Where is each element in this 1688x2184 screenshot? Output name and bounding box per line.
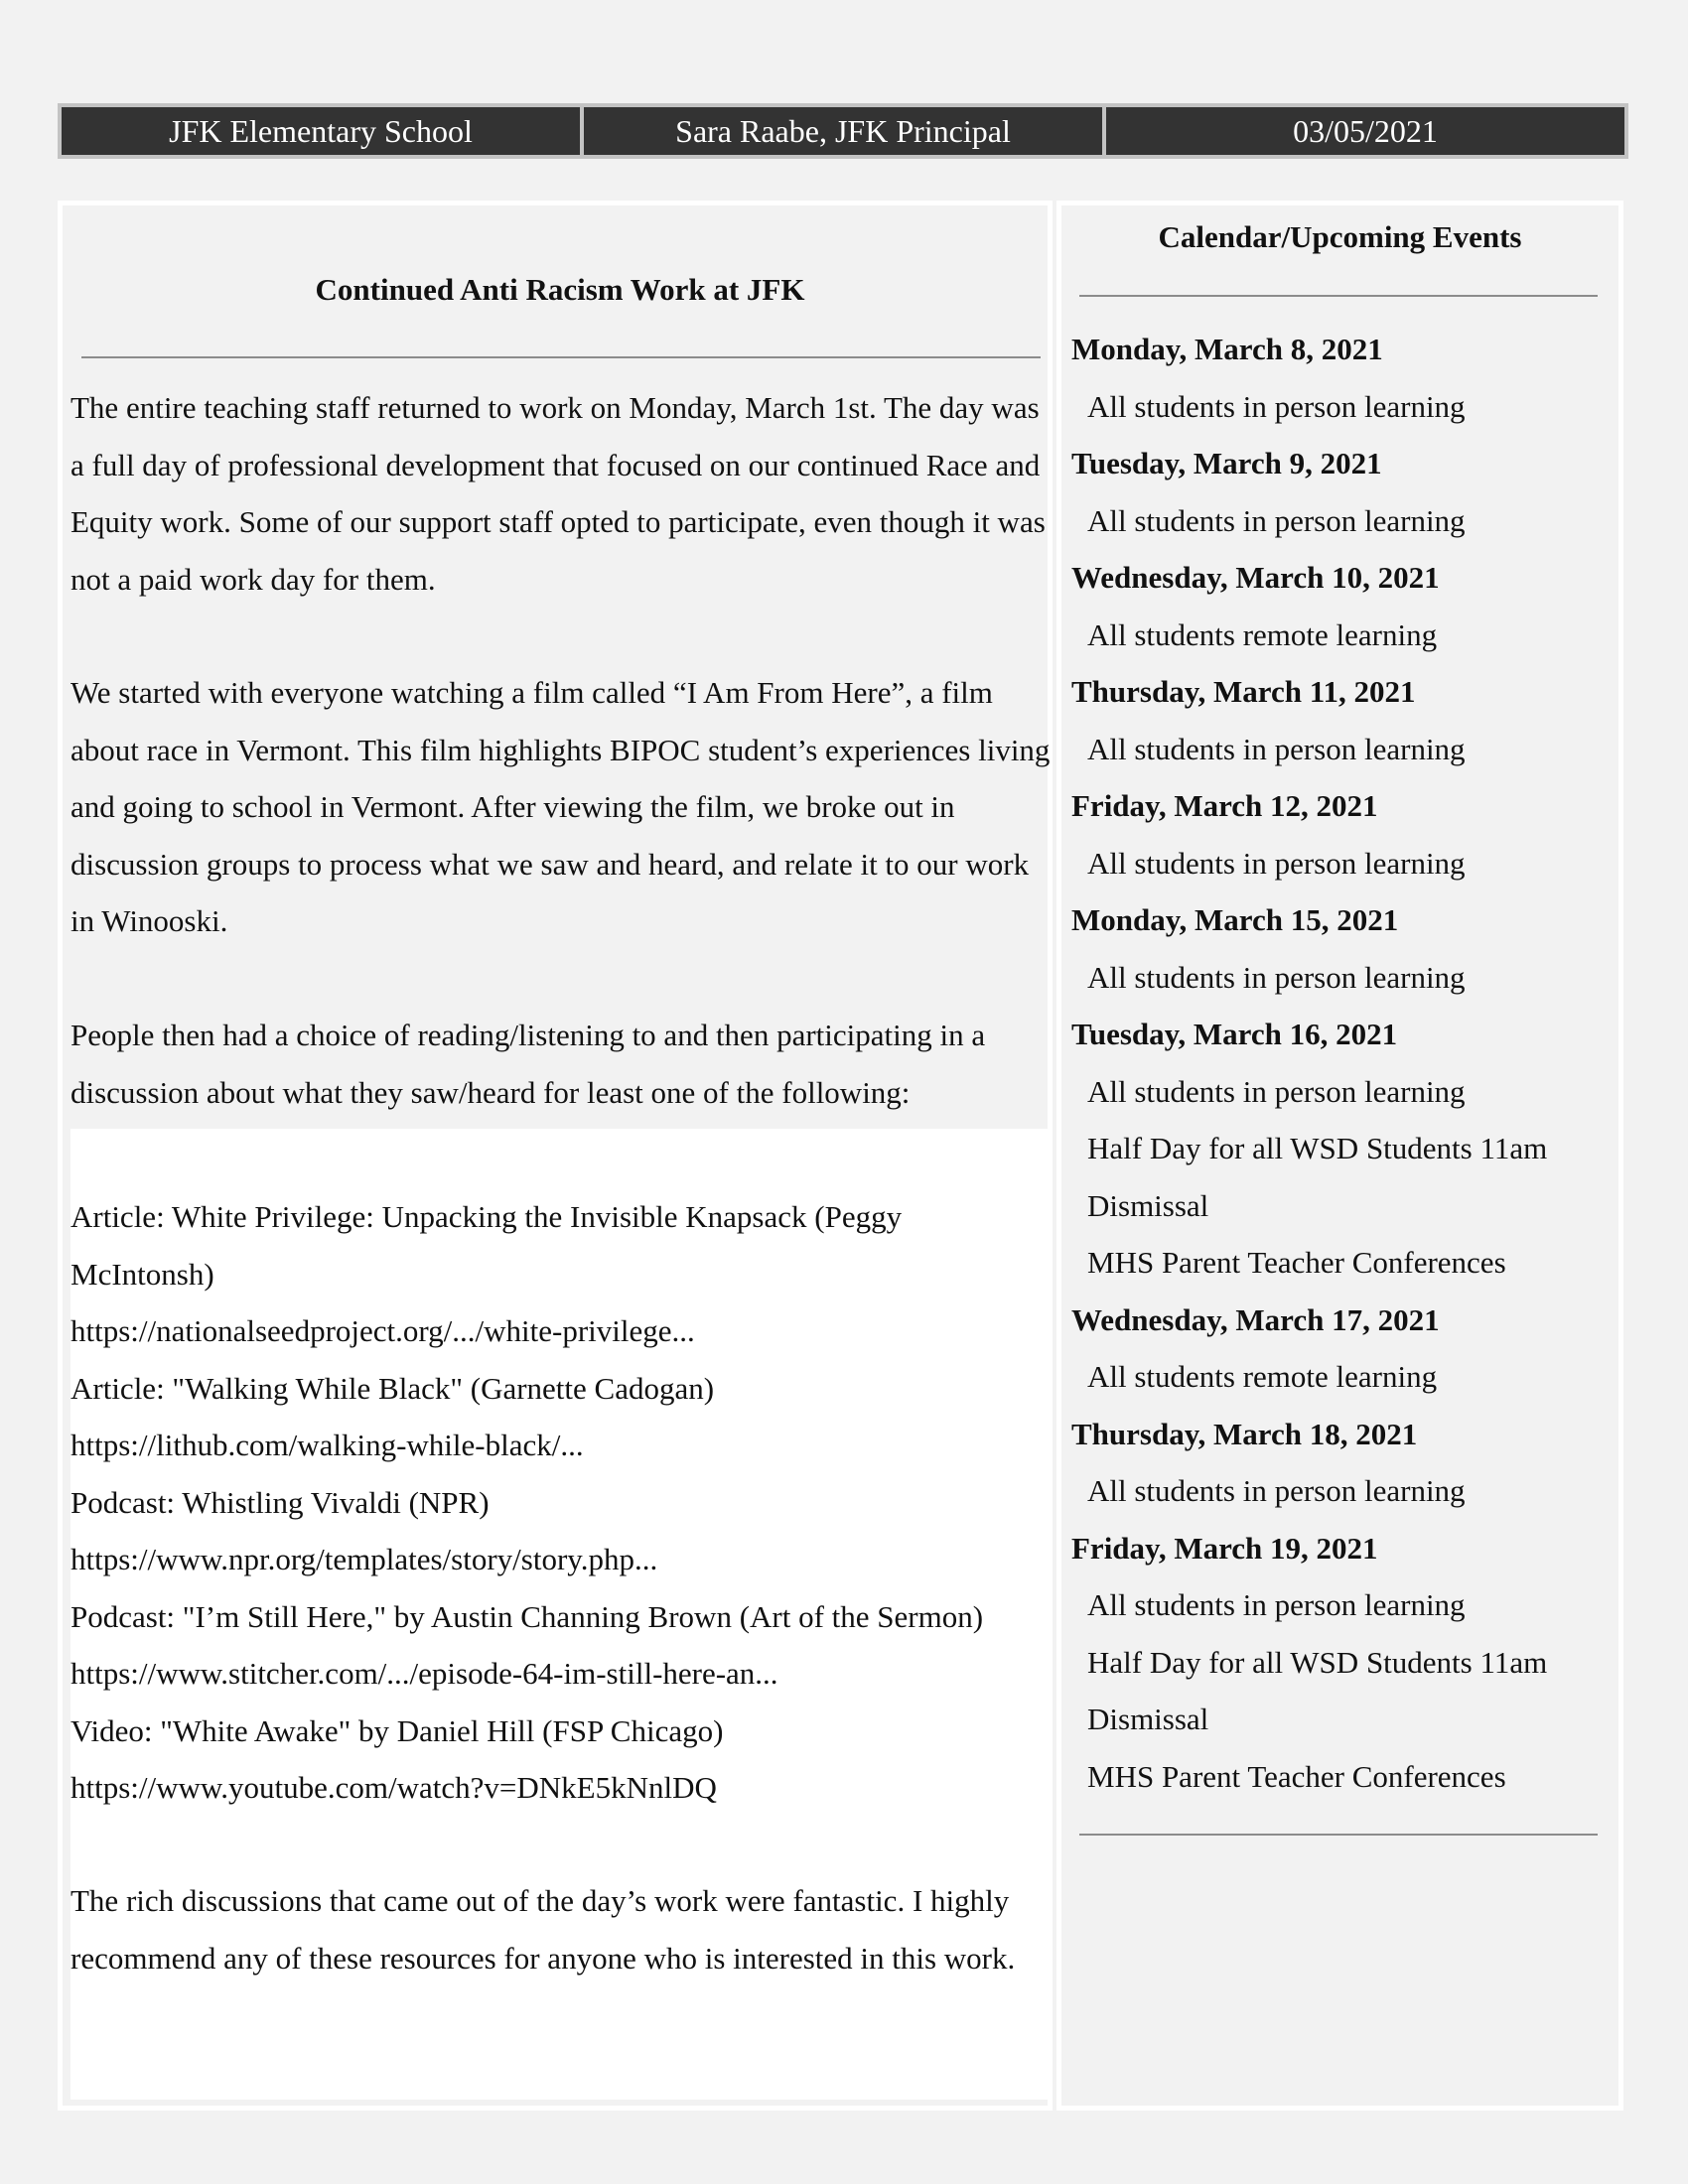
event-group — [1061, 891, 1618, 1006]
calendar-top-divider — [1079, 295, 1598, 297]
event-item: MHS Parent Teacher Conferences — [1087, 1758, 1506, 1794]
event-group — [1061, 1006, 1618, 1292]
event-group — [1061, 1406, 1618, 1520]
event-item: Half Day for all WSD Students 11am Dismissal — [1087, 1131, 1548, 1223]
event-date: Tuesday, March 9, 2021 — [1071, 446, 1382, 480]
event-item: All students in person learning — [1087, 388, 1466, 424]
event-group — [1061, 321, 1618, 435]
author-name: Sara Raabe, JFK Principal — [584, 107, 1102, 155]
resource-item: Podcast: Whistling Vivaldi (NPR) — [70, 1484, 490, 1520]
event-item: All students in person learning — [1087, 1073, 1466, 1109]
event-item: All students in person learning — [1087, 959, 1466, 995]
event-date: Monday, March 8, 2021 — [1071, 332, 1383, 366]
event-date: Tuesday, March 16, 2021 — [1071, 1017, 1398, 1051]
event-date: Wednesday, March 17, 2021 — [1071, 1301, 1440, 1337]
event-item: All students in person learning — [1087, 502, 1466, 538]
event-group — [1061, 663, 1618, 777]
title-divider — [81, 356, 1041, 358]
article-paragraph: People then had a choice of reading/listening to and then participating in a discussion about what they saw/heard for least one of the following: — [70, 1018, 986, 1110]
article-paragraph: The entire teaching staff returned to work on Monday, March 1st. The day was a full day of professional development that focused on our continued Race and Equity work. Some of our support staff opted to participate, even though it was not a paid work day for them. — [70, 390, 1046, 597]
article-title: Continued Anti Racism Work at JFK — [315, 272, 805, 307]
calendar-bottom-divider — [1079, 1834, 1598, 1836]
event-item: All students remote learning — [1087, 1359, 1438, 1394]
event-item: All students in person learning — [1087, 1587, 1466, 1622]
closing-paragraph: The rich discussions that came out of the day’s work were fantastic. I highly recommend any of these resources for anyone who is interested in this work. — [70, 1883, 1016, 1976]
event-item: All students in person learning — [1087, 845, 1466, 881]
event-item: MHS Parent Teacher Conferences — [1087, 1245, 1506, 1280]
event-item: All students in person learning — [1087, 1473, 1466, 1508]
resource-link[interactable]: https://www.youtube.com/watch?v=DNkE5kNnlDQ — [70, 1770, 717, 1805]
event-date: Friday, March 12, 2021 — [1071, 788, 1378, 823]
event-date: Friday, March 19, 2021 — [1071, 1530, 1378, 1566]
event-date: Monday, March 15, 2021 — [1071, 902, 1399, 937]
event-group — [1061, 1520, 1618, 1806]
event-list — [1061, 321, 1618, 1805]
event-group — [1061, 435, 1618, 549]
resources-list — [70, 1188, 1050, 1817]
resource-item: Article: "Walking While Black" (Garnette Cadogan) — [70, 1370, 715, 1406]
event-item: All students remote learning — [1087, 616, 1438, 652]
resource-link[interactable]: https://www.stitcher.com/.../episode-64-im-still-here-an... — [70, 1656, 778, 1691]
newsletter-header — [58, 103, 1628, 159]
event-date: Wednesday, March 10, 2021 — [1071, 560, 1440, 595]
resource-item: Article: White Privilege: Unpacking the Invisible Knapsack (Peggy McIntonsh) — [70, 1199, 903, 1292]
resource-link[interactable]: https://nationalseedproject.org/.../white-privilege... — [70, 1313, 695, 1348]
resource-item: Video: "White Awake" by Daniel Hill (FSP Chicago) — [70, 1712, 724, 1748]
article-column — [58, 201, 1053, 2111]
calendar-title: Calendar/Upcoming Events — [1158, 219, 1522, 254]
resources-box — [70, 1129, 1050, 2100]
resource-item: Podcast: "I’m Still Here," by Austin Channing Brown (Art of the Sermon) — [70, 1598, 984, 1634]
event-group — [1061, 1292, 1618, 1406]
event-item: All students in person learning — [1087, 731, 1466, 766]
event-group — [1061, 777, 1618, 891]
event-date: Thursday, March 18, 2021 — [1071, 1416, 1418, 1451]
calendar-column — [1056, 201, 1623, 2111]
school-name: JFK Elementary School — [62, 107, 580, 155]
resource-link[interactable]: https://www.npr.org/templates/story/story.php... — [70, 1542, 658, 1576]
newsletter-date: 03/05/2021 — [1106, 107, 1624, 155]
event-item: Half Day for all WSD Students 11am Dismissal — [1087, 1644, 1548, 1736]
resource-link[interactable]: https://lithub.com/walking-while-black/... — [70, 1428, 584, 1462]
article-paragraph: We started with everyone watching a film called “I Am From Here”, a film about race in Vermont. This film highlights BIPOC student’s experiences living and going to school in Vermont. After viewing the film, we broke out in discussion groups to process what we saw and heard, and relate it to our work in Winooski. — [70, 675, 1051, 938]
event-group — [1061, 549, 1618, 663]
event-date: Thursday, March 11, 2021 — [1071, 674, 1416, 709]
